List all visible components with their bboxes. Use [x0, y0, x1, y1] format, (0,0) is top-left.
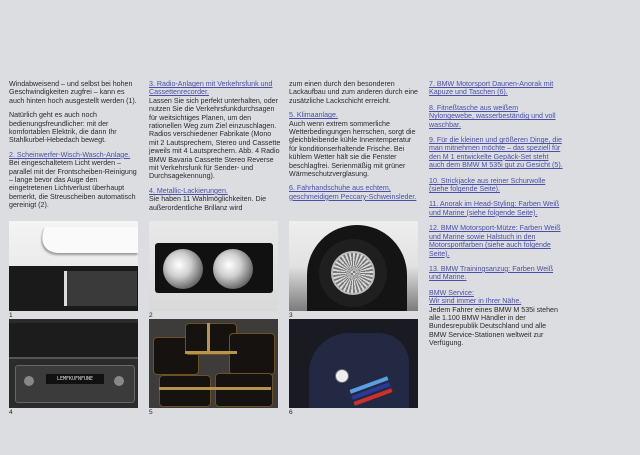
section-6 [289, 184, 421, 201]
alloy-rim [331, 251, 375, 295]
column-2 [149, 80, 281, 218]
luggage-bag [229, 333, 275, 375]
section-3 [149, 80, 281, 181]
service-section [429, 289, 563, 348]
radio-knob [24, 376, 34, 386]
paragraph: Natürlich geht es auch noch bedienungsfreundlicher: mit der komfortablen Elektrik, die dann Ihr Stahlkurbel-Hebedach bewegt. [9, 111, 117, 145]
bmw-logo-icon [335, 369, 349, 383]
section-heading: 2. Scheinwerfer-Wisch-Wasch-Anlage. [9, 150, 131, 159]
column-4 [429, 80, 563, 355]
section-body: Lassen Sie sich perfekt unterhalten, oder nutzen Sie die Verkehrsfunkdurchsagen für weitsichtiges Planen, um den rationellen Weg zum Ziel einzuschlagen. Radios verschiedener Fabrikate (Mono mit 2 Lautsprechern, Stereo und Cassette jeweils mit 4 Lautsprechern. Abb. 4 Radio BMW Bavaria Cassette Stereo Reverse mit Verkehrsfunk für Sender- und Durchsagekennung). [149, 96, 281, 181]
section-5 [289, 111, 421, 178]
car-window-shape [64, 271, 137, 306]
photo-anorak [289, 319, 418, 408]
section-heading: 6. Fahrhandschuhe aus echtem, geschmeidigem Peccary-Schweinsleder. [289, 184, 417, 201]
service-line: Wir sind immer in Ihrer Nähe. [429, 297, 522, 306]
dashboard-panel [9, 323, 138, 359]
radio-display: LEMFKUFNFUNE [46, 374, 104, 384]
item-13: 13. BMW Trainingsanzug: Farben Weiß und Marine. [429, 264, 554, 282]
section-body: Sie haben 11 Wahlmöglichkeiten. Die außerordentliche Brillanz wird [149, 195, 267, 212]
service-body: Jedem Fahrer eines BMW M 535i stehen alle 1.100 BMW Händler in der Bundesrepublik Deutschland und alle BMW Service-Stationen weltweit zur Verfügung. [429, 305, 558, 348]
column-1 [9, 80, 139, 216]
radio-knob [114, 376, 124, 386]
item-11: 11. Anorak im Head-Styling: Farben Weiß und Marine (siehe folgende Seite). [429, 200, 560, 217]
photo-number: 2 [149, 312, 153, 319]
bag-strap [207, 323, 210, 353]
service-heading: BMW Service: [429, 288, 474, 297]
paragraph: Windabweisend – und selbst bei hohen Geschwindigkeiten zugfrei – kann es auch hinten hoch ausgestellt werden (1). [9, 80, 137, 105]
column-3 [289, 80, 421, 207]
section-heading: 4. Metallic-Lackierungen. [149, 186, 228, 195]
photo-number: 6 [289, 409, 293, 416]
car-radio [15, 365, 135, 403]
luggage-bag [215, 373, 273, 407]
photo-radio [9, 319, 138, 408]
photo-number: 3 [289, 312, 293, 319]
bag-strap [185, 351, 237, 354]
section-heading: 3. Radio-Anlagen mit Verkehrsfunk und Cassettenrecorder. [149, 80, 273, 97]
item-8: 8. Fitneßtasche aus weißem Nylongewebe, wasserbeständig und voll waschbar. [429, 103, 556, 129]
photo-wheel [289, 221, 418, 311]
headlight-lamp [213, 249, 253, 289]
section-4 [149, 187, 281, 212]
photo-number: 1 [9, 312, 13, 319]
photo-headlights [149, 221, 278, 311]
car-roof-shape [33, 227, 138, 253]
photo-number: 4 [9, 409, 13, 416]
item-10: 10. Strickjacke aus reiner Schurwolle (siehe folgende Seite). [429, 176, 546, 194]
headlight-lamp [163, 249, 203, 289]
photo-number: 5 [149, 409, 153, 416]
section-2 [9, 151, 139, 210]
bag-strap [159, 387, 271, 390]
item-7: 7. BMW Motorsport Daunen-Anorak mit Kapuze und Taschen (6). [429, 80, 554, 97]
photo-luggage-set [149, 319, 278, 408]
item-9: 9. Für die kleinen und größeren Dinge, die man mitnehmen möchte – das speziell für den M 1 entwickelte Gepäck-Set steht auch dem BMW M 535i gut zu Gesicht (5). [429, 136, 563, 170]
luggage-bag [159, 375, 211, 407]
section-heading: 5. Klimaanlage. [289, 111, 338, 120]
section-body: Bei eingeschaltetem Licht werden – parallel mit der Frontscheiben-Reinigung – lange bevor das Auge den eingetretenen Lichtverlust überhaupt bemerkt, die Streuscheiben automatisch gereinigt (2). [9, 159, 137, 210]
item-12: 12. BMW Motorsport-Mütze: Farben Weiß und Marine sowie Halstuch in den Motorsportfarben (siehe auch folgende Seite). [429, 224, 561, 258]
paragraph: zum einen durch den besonderen Lackaufbau und zum anderen durch eine zusätzliche Lackschicht erreicht. [289, 80, 418, 105]
photo-sunroof [9, 221, 138, 311]
section-body: Auch wenn extrem sommerliche Wetterbedingungen herrschen, sorgt die gleichbleibende kühle Innentemperatur für konditionserhaltende Frische. Bei kühlem Wetter hält sie die Fenster beschlagfrei. Serienmäßig mit grüner Wärmeschutzverglasung. [289, 119, 416, 179]
